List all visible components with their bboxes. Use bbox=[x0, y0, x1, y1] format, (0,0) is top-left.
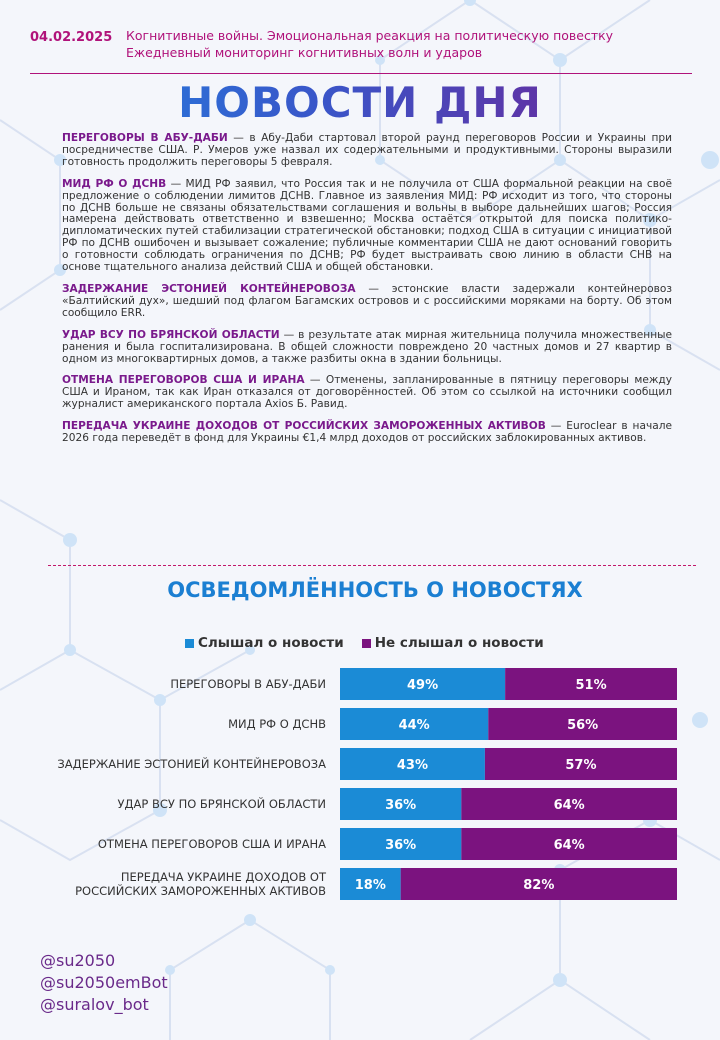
news-text: — Euroclear в начале 2026 года переведёт в фонд для Украины €1,4 млрд доходов от российских заблокированных активов. bbox=[62, 420, 672, 445]
bar-value-label: 44% bbox=[398, 718, 430, 733]
bar-value-label: 64% bbox=[553, 798, 585, 813]
news-headline: УДАР ВСУ ПО БРЯНСКОЙ ОБЛАСТИ bbox=[62, 328, 280, 341]
bar-value-label: 82% bbox=[523, 878, 555, 893]
category-label: ПЕРЕГОВОРЫ В АБУ-ДАБИ bbox=[170, 677, 326, 691]
bar-value-label: 36% bbox=[385, 798, 417, 813]
bar-value-label: 36% bbox=[385, 838, 417, 853]
chart-title: ОСВЕДОМЛЁННОСТЬ О НОВОСТЯХ bbox=[167, 578, 583, 602]
news-headline: ПЕРЕДАЧА УКРАИНЕ ДОХОДОВ ОТ РОССИЙСКИХ ЗАМОРОЖЕННЫХ АКТИВОВ bbox=[62, 420, 546, 433]
news-headline: ЗАДЕРЖАНИЕ ЭСТОНИЕЙ КОНТЕЙНЕРОВОЗА bbox=[62, 282, 356, 295]
category-label: ПЕРЕДАЧА УКРАИНЕ ДОХОДОВ ОТ bbox=[120, 870, 326, 884]
news-text: — в Абу-Даби стартовал второй раунд переговоров России и Украины при посредничестве США. Р. Умеров уже назвал их содержательными и продуктивными. Стороны выразили готовность продолжить переговоры 5 февраля. bbox=[62, 132, 673, 168]
social-link[interactable]: @suralov_bot bbox=[40, 995, 149, 1014]
header-divider bbox=[30, 73, 692, 74]
news-item-frozen-assets bbox=[62, 421, 672, 445]
legend-swatch-not-heard bbox=[362, 639, 371, 648]
report-subtitle bbox=[126, 27, 613, 61]
news-item-estonia-ship bbox=[62, 284, 672, 320]
subtitle-line-1: Когнитивные войны. Эмоциональная реакция на политическую повестку bbox=[126, 28, 614, 43]
news-text: — в результате атак мирная жительница получила множественные ранения и была госпитализирована. В общей сложности повреждено 20 частных домов и 27 квартир в одном из многоквартирных домов, а также разбиты окна в здании больницы. bbox=[62, 328, 672, 365]
category-label: ЗАДЕРЖАНИЕ ЭСТОНИЕЙ КОНТЕЙНЕРОВОЗА bbox=[57, 757, 326, 771]
news-item-us-iran bbox=[62, 375, 672, 411]
bar-value-label: 57% bbox=[565, 758, 597, 773]
news-headline: ПЕРЕГОВОРЫ В АБУ-ДАБИ bbox=[62, 132, 228, 144]
category-label: ОТМЕНА ПЕРЕГОВОРОВ США И ИРАНА bbox=[97, 837, 326, 851]
category-label: РОССИЙСКИХ ЗАМОРОЖЕННЫХ АКТИВОВ bbox=[75, 884, 326, 898]
news-item-start-treaty bbox=[62, 179, 672, 274]
news-text: — Отменены, запланированные в пятницу переговоры между США и Ираном, так как Иран отказался от договорённостей. Об этом со ссылкой на источники сообщил журналист американского портала Axios Б. Равид. bbox=[62, 374, 672, 411]
news-text: — эстонские власти задержали контейнеровоз «Балтийский дух», шедший под флагом Багамских островов и с российскими моряками на борту. Об этом сообщило ERR. bbox=[62, 282, 672, 319]
news-headline: МИД РФ О ДСНВ bbox=[62, 177, 167, 190]
bar-value-label: 51% bbox=[575, 678, 607, 693]
bar-value-label: 49% bbox=[407, 678, 439, 693]
page-title: НОВОСТИ ДНЯ bbox=[0, 78, 720, 127]
report-date: 04.02.2025 bbox=[30, 30, 113, 45]
bar-value-label: 18% bbox=[354, 878, 386, 893]
bar-value-label: 43% bbox=[396, 758, 429, 773]
social-link[interactable]: @su2050emBot bbox=[40, 973, 168, 992]
category-label: МИД РФ О ДСНВ bbox=[228, 717, 326, 731]
social-link[interactable]: @su2050 bbox=[40, 951, 116, 970]
awareness-chart bbox=[0, 660, 720, 910]
subtitle-line-2: Ежедневный мониторинг когнитивных волн и ударов bbox=[126, 45, 483, 60]
legend-swatch-heard bbox=[185, 639, 194, 648]
news-item-abu-dhabi bbox=[62, 133, 672, 169]
news-list bbox=[62, 133, 672, 455]
bar-value-label: 56% bbox=[567, 718, 599, 733]
legend-label-not-heard: Не слышал о новости bbox=[374, 635, 544, 651]
legend-label-heard: Слышал о новости bbox=[198, 635, 344, 651]
category-label: УДАР ВСУ ПО БРЯНСКОЙ ОБЛАСТИ bbox=[117, 797, 326, 811]
news-text: — МИД РФ заявил, что Россия так и не получила от США формальной реакции на своё предложение о соблюдении лимитов ДСНВ. Главное из заявления МИД: РФ исходит из того, что стороны по ДСНВ больше не связаны обязательствами соглашения и вольны в выборе дальнейших шагов; Россия намерена действовать ответственно и взвешенно; Москва остаётся открытой для поиска политико-дипломатических путей стабилизации стратегической обстановки; подход США в ситуации с инициативой РФ по ДСНВ ошибочен и вызывает сожаление; публичные комментарии США не дают оснований говорить о готовности соблюдать ограничения по ДСНВ; РФ будет выстраивать свою линию в области СНВ на основе тщательного анализа действий США и общей обстановки. bbox=[62, 177, 672, 274]
news-headline: ОТМЕНА ПЕРЕГОВОРОВ США И ИРАНА bbox=[62, 374, 305, 387]
section-divider bbox=[48, 565, 696, 566]
chart-legend bbox=[185, 635, 544, 651]
social-links bbox=[40, 950, 168, 1016]
news-item-bryansk-strike bbox=[62, 330, 672, 366]
bar-value-label: 64% bbox=[553, 838, 585, 853]
